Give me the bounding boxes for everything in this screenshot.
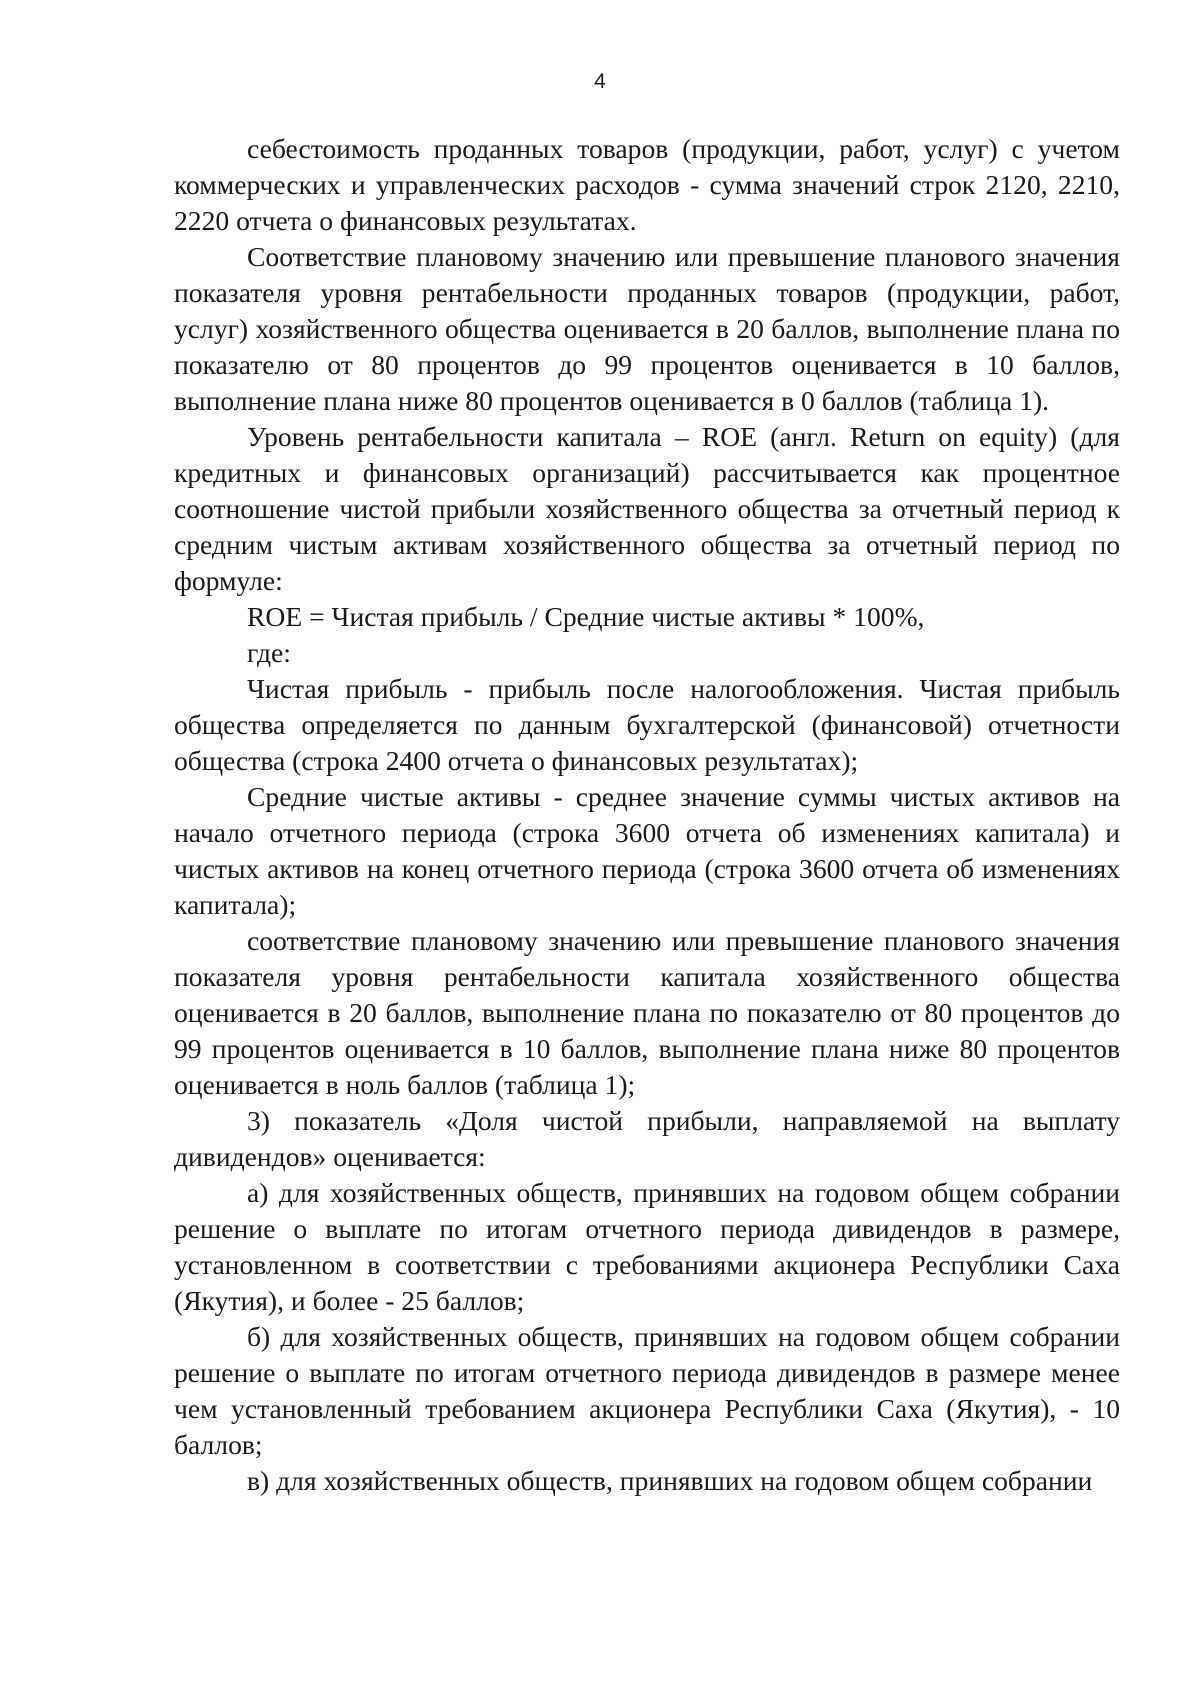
paragraph-profitability-goods-scoring: Соответствие плановому значению или превышение планового значения показателя уровня рентабельности проданных товаров (продукции, работ, услуг) хозяйственного общества оценивается в 20 баллов, выполнение плана по показателю от 80 процентов до 99 процентов оценивается в 10 баллов, выполнение плана ниже 80 процентов оценивается в 0 баллов (таблица 1). [174, 241, 1120, 416]
paragraph-average-net-assets: Средние чистые активы - среднее значение суммы чистых активов на начало отчетного периода (строка 3600 отчета об изменениях капитала) и чистых активов на конец отчетного периода (строка 3600 отчета об изменениях капитала); [174, 781, 1120, 920]
paragraph-roe-scoring: соответствие плановому значению или превышение планового значения показателя уровня рентабельности капитала хозяйственного общества оценивается в 20 баллов, выполнение плана по показателю от 80 процентов до 99 процентов оценивается в 10 баллов, выполнение плана ниже 80 процентов оценивается в ноль баллов (таблица 1); [174, 925, 1120, 1100]
paragraph-cost-of-sales: себестоимость проданных товаров (продукции, работ, услуг) с учетом коммерческих и управленческих расходов - сумма значений строк 2120, 2210, 2220 отчета о финансовых результатах. [174, 133, 1120, 236]
roe-formula: ROE = Чистая прибыль / Средние чистые активы * 100%, [247, 601, 925, 632]
paragraph-dividend-indicator: 3) показатель «Доля чистой прибыли, направляемой на выплату дивидендов» оценивается: [174, 1105, 1120, 1172]
paragraph-dividend-item-a: а) для хозяйственных обществ, принявших на годовом общем собрании решение о выплате по итогам отчетного периода дивидендов в размере, установленном в соответствии с требованиями акционера Республики Саха (Якутия), и более - 25 баллов; [174, 1177, 1120, 1316]
paragraph-roe-definition: Уровень рентабельности капитала – ROE (англ. Return on equity) (для кредитных и финансовых организаций) рассчитывается как процентное соотношение чистой прибыли хозяйственного общества за отчетный период к средним чистым активам хозяйственного общества за отчетный период по формуле: [174, 421, 1120, 596]
page-number: 4 [594, 70, 606, 93]
paragraph-dividend-item-c: в) для хозяйственных обществ, принявших на годовом общем собрании [247, 1465, 1093, 1496]
paragraph-dividend-item-b: б) для хозяйственных обществ, принявших на годовом общем собрании решение о выплате по итогам отчетного периода дивидендов в размере менее чем установленный требованием акционера Республики Саха (Якутия), - 10 баллов; [174, 1321, 1120, 1460]
paragraph-net-profit: Чистая прибыль - прибыль после налогообложения. Чистая прибыль общества определяется по данным бухгалтерской (финансовой) отчетности общества (строка 2400 отчета о финансовых результатах); [174, 673, 1120, 776]
document-body [174, 131, 1120, 1499]
where-label: где: [247, 637, 291, 668]
